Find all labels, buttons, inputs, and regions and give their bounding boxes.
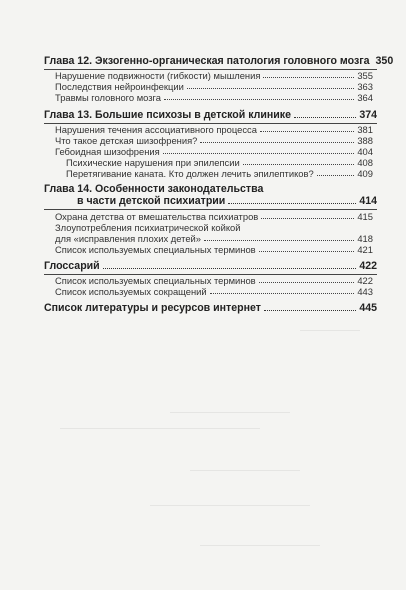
chapter-title: Глава 12. Экзогенно-органическая патология головного мозга: [44, 55, 370, 67]
page-number: 408: [357, 157, 373, 168]
dot-leader: [163, 153, 355, 154]
toc-chapter-14-line1: Глава 14. Особенности законодательства: [44, 183, 264, 195]
page-number: 443: [357, 286, 373, 297]
dot-leader: [259, 251, 355, 252]
divider: [44, 209, 377, 210]
dot-leader: [103, 268, 357, 269]
page-number: 422: [359, 260, 377, 272]
item-title: Нарушение подвижности (гибкости) мышления: [55, 70, 261, 81]
page-number: 374: [359, 109, 377, 121]
toc-item: [55, 211, 373, 222]
page-number: 421: [357, 244, 373, 255]
item-title: Гебоидная шизофрения: [55, 146, 160, 157]
dot-leader: [228, 203, 356, 204]
dot-leader: [264, 310, 356, 311]
toc-subitem: [66, 157, 373, 168]
toc-chapter-12: [44, 55, 394, 67]
toc-item: [55, 135, 373, 146]
toc-item: [55, 70, 373, 81]
page-number: 363: [357, 81, 373, 92]
page-number: 445: [359, 302, 377, 314]
toc-chapter-13: [44, 109, 377, 121]
dot-leader: [260, 131, 354, 132]
item-title: Список используемых специальных терминов: [55, 244, 256, 255]
dot-leader: [317, 175, 355, 176]
dot-leader: [210, 293, 355, 294]
chapter-title: в части детской психиатрии: [77, 195, 226, 207]
dot-leader: [261, 218, 354, 219]
item-title: Последствия нейроинфекции: [55, 81, 184, 92]
page-number: 364: [357, 92, 373, 103]
item-title: Охрана детства от вмешательства психиатров: [55, 211, 259, 222]
dot-leader: [200, 142, 354, 143]
chapter-title: Глава 13. Большие психозы в детской клинике: [44, 109, 291, 121]
chapter-title: Список литературы и ресурсов интернет: [44, 302, 261, 314]
bleed-through-mark: [190, 470, 300, 471]
bleed-through-mark: [60, 428, 260, 429]
dot-leader: [204, 240, 354, 241]
item-title: для «исправления плохих детей»: [55, 233, 202, 244]
item-title: Травмы головного мозга: [55, 92, 161, 103]
toc-item: [55, 81, 373, 92]
bleed-through-mark: [150, 505, 310, 506]
page-number: 422: [357, 275, 373, 286]
page-number: 381: [357, 124, 373, 135]
page-number: 355: [357, 70, 373, 81]
toc-item: [55, 124, 373, 135]
page-number: 415: [357, 211, 373, 222]
toc-item-line1: Злоупотребления психиатрической койкой: [55, 222, 241, 233]
toc-item: [55, 146, 373, 157]
toc-item: [55, 275, 373, 286]
page-number: 409: [357, 168, 373, 179]
bleed-through-mark: [170, 412, 290, 413]
page-number: 414: [359, 195, 377, 207]
item-title: Что такое детская шизофрения?: [55, 135, 198, 146]
bleed-through-mark: [200, 545, 320, 546]
page-number: 404: [357, 146, 373, 157]
item-title: Перетягивание каната. Кто должен лечить эпилептиков?: [66, 168, 314, 179]
item-title: Нарушения течения ассоциативного процесса: [55, 124, 257, 135]
page-number: 350: [375, 55, 394, 67]
dot-leader: [294, 117, 356, 118]
dot-leader: [187, 88, 355, 89]
dot-leader: [259, 282, 355, 283]
page-number: 418: [357, 233, 373, 244]
item-title: Психические нарушения при эпилепсии: [66, 157, 240, 168]
toc-glossary: [44, 260, 377, 272]
chapter-title: Глоссарий: [44, 260, 100, 272]
toc-item: [55, 92, 373, 103]
toc-references: [44, 302, 377, 314]
toc-item: [55, 286, 373, 297]
bleed-through-mark: [300, 330, 360, 331]
toc-item: [55, 244, 373, 255]
page-number: 388: [357, 135, 373, 146]
toc-chapter-14: [77, 195, 377, 207]
dot-leader: [263, 77, 354, 78]
toc-item: [55, 233, 373, 244]
dot-leader: [164, 99, 354, 100]
dot-leader: [243, 164, 355, 165]
toc-subitem: [66, 168, 373, 179]
item-title: Список используемых сокращений: [55, 286, 207, 297]
item-title: Список используемых специальных терминов: [55, 275, 256, 286]
